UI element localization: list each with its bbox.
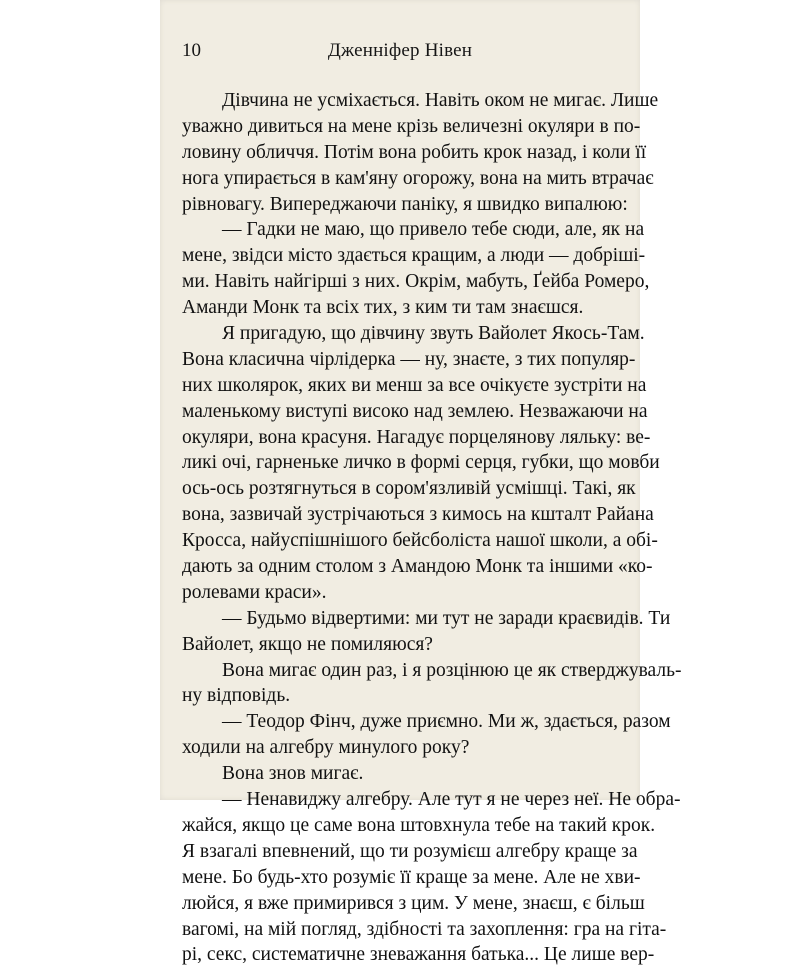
text-line: рівновагу. Випереджаючи паніку, я швидко випалюю: <box>182 193 628 215</box>
text-line: Вона знов мигає. <box>222 763 364 785</box>
text-line: ликі очі, гарненьке личко в формі серця, губки, що мовби <box>182 452 660 474</box>
text-line: Вона класична чірлідерка — ну, знаєте, з тих популяр- <box>182 348 636 370</box>
text-line: вона, зазвичай зустрічаються з кимось на кшталт Райана <box>182 504 654 526</box>
text-line: Дівчина не усміхається. Навіть оком не мигає. Лише <box>222 90 659 111</box>
text-line: окуляри, вона красуня. Нагадує порцелянову ляльку: ве- <box>182 426 651 448</box>
text-line: рі, секс, систематичне зневажання батька... Це лише вер- <box>182 944 655 966</box>
text-line: мене, звідси місто здається кращим, а люди — добріші- <box>182 245 646 267</box>
text-line: люйся, я вже примирився з цим. У мене, знаєш, є більш <box>182 892 645 914</box>
text-line: — Ненавиджу алгебру. Але тут я не через неї. Не обра- <box>222 789 681 811</box>
book-page <box>160 0 682 966</box>
text-line: — Будьмо відвертими: ми тут не заради краєвидів. Ти <box>222 607 671 629</box>
text-line: уважно дивиться на мене крізь величезні окуляри в по- <box>182 115 641 137</box>
text-line: ходили на алгебру минулого року? <box>182 737 470 759</box>
page-number: 10 <box>182 40 201 61</box>
text-line: Кросса, найуспішнішого бейсболіста нашої школи, а обі- <box>182 530 658 552</box>
text-line: ролевами краси». <box>182 581 327 603</box>
text-line: — Теодор Фінч, дуже приємно. Ми ж, здається, разом <box>222 711 671 733</box>
text-line: нога упирається в кам'яну огорожу, вона на мить втрачає <box>182 167 654 189</box>
body-text <box>182 88 682 968</box>
page-header <box>160 40 640 64</box>
text-line: — Гадки не маю, що привело тебе сюди, але, як на <box>222 219 645 241</box>
text-line: Я пригадую, що дівчину звуть Вайолет Якось-Там. <box>222 323 645 345</box>
text-line: ось-ось розтягнуться в сором'язливій усмішці. Такі, як <box>182 478 636 500</box>
text-line: мене. Бо будь-хто розуміє її краще за мене. Але не хви- <box>182 866 641 888</box>
text-line: вагомі, на мій погляд, здібності та захоплення: гра на гіта- <box>182 918 667 940</box>
text-line: ми. Навіть найгірші з них. Окрім, мабуть, Ґейба Ромеро, <box>182 271 650 293</box>
text-line: Вона мигає один раз, і я розцінюю це як стверджуваль- <box>222 659 682 681</box>
text-line: Аманди Монк та всіх тих, з ким ти там знаєшся. <box>182 297 584 319</box>
text-line: Вайолет, якщо не помиляюся? <box>182 633 433 655</box>
text-line: маленькому виступі високо над землею. Незважаючи на <box>182 400 648 422</box>
text-line: ловину обличчя. Потім вона робить крок назад, і коли її <box>182 141 647 163</box>
text-line: жайся, якщо це саме вона штовхнула тебе на такий крок. <box>182 814 656 836</box>
text-line: них школярок, яких ви менш за все очікуєте зустріти на <box>182 374 647 396</box>
text-line: ну відповідь. <box>182 685 291 707</box>
running-head: Дженніфер Нівен <box>327 40 473 61</box>
text-line: Я взагалі впевнений, що ти розумієш алгебру краще за <box>182 840 638 862</box>
text-line: дають за одним столом з Амандою Монк та іншими «ко- <box>182 556 653 578</box>
